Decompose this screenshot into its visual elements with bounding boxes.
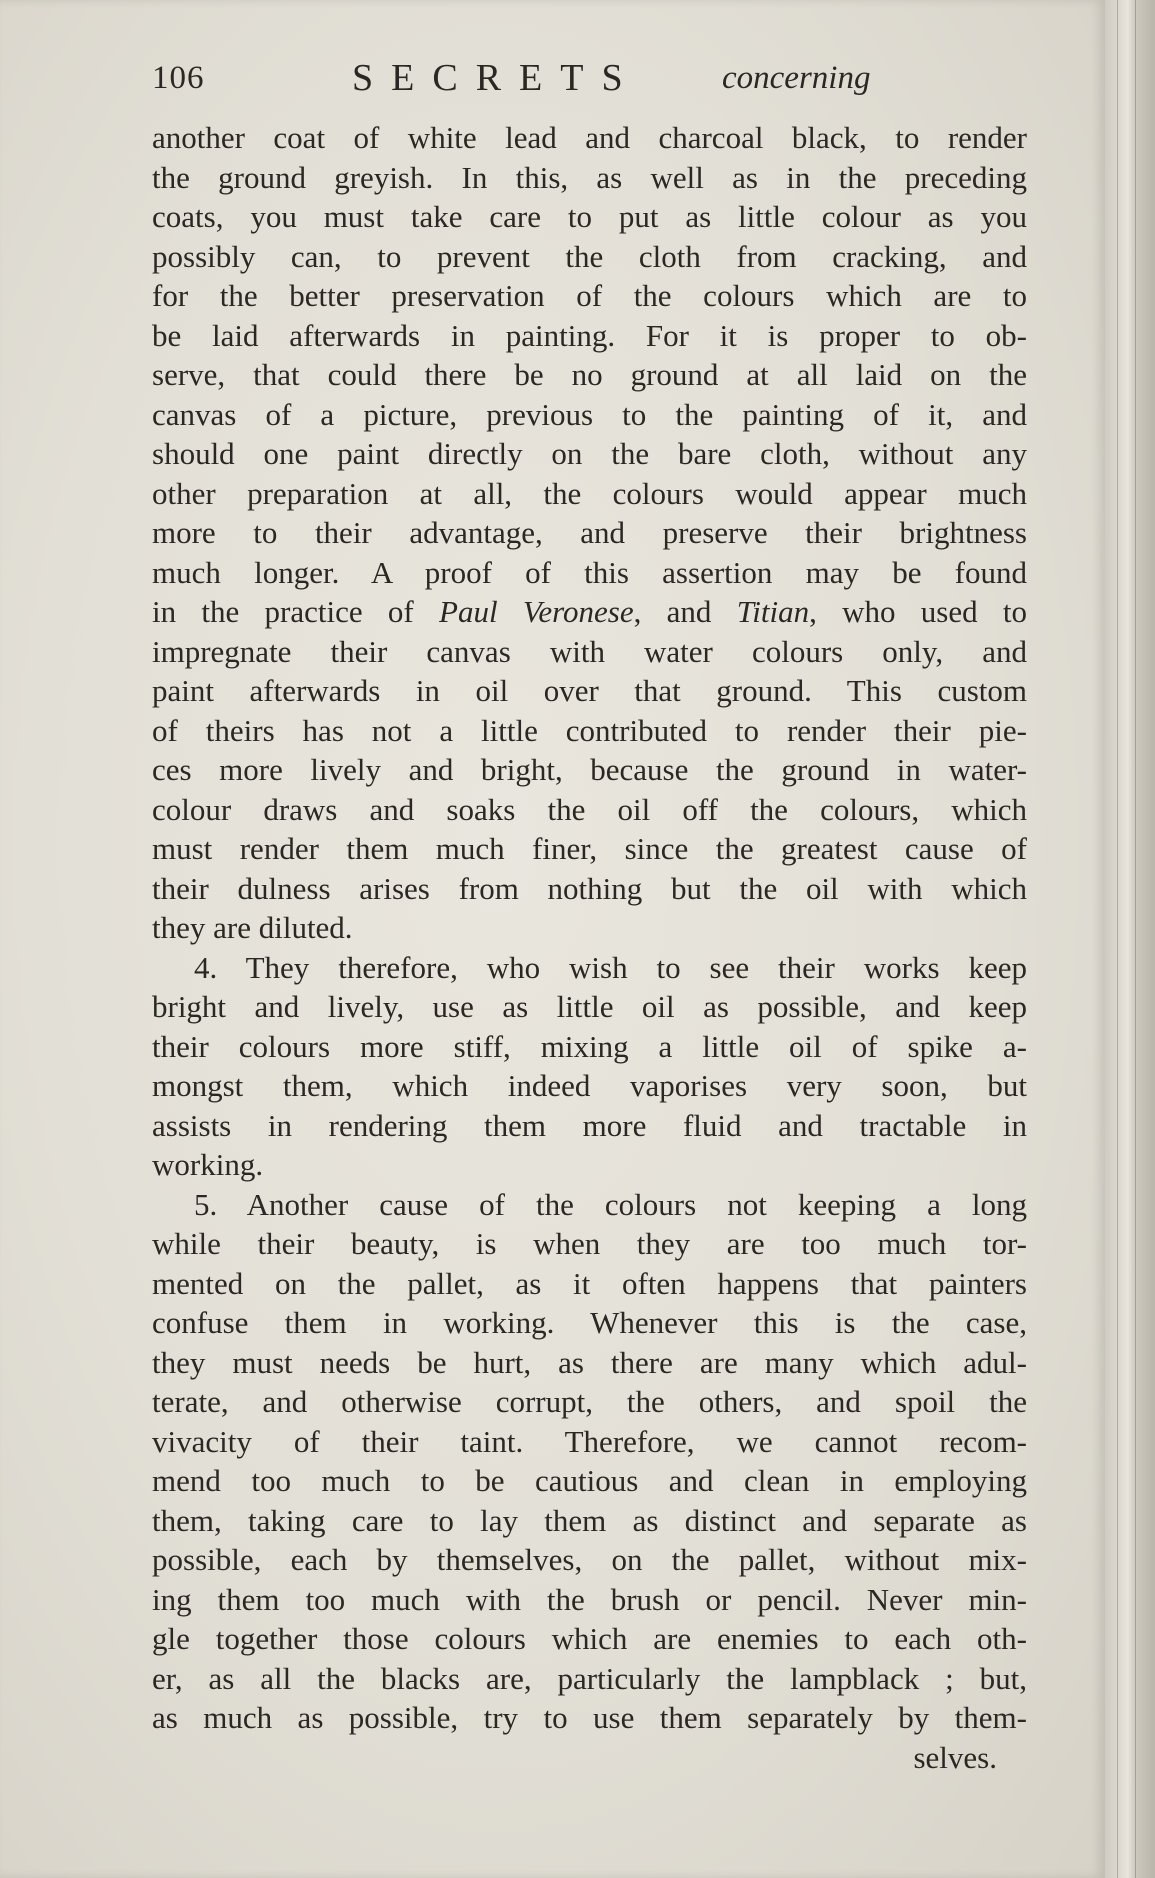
text-line: other preparation at all, the colours would appear much xyxy=(152,475,1027,511)
text-line: they are diluted. xyxy=(152,910,353,945)
text-line: serve, that could there be no ground at all laid on the xyxy=(152,357,1027,392)
text-line: mented on the pallet, as it often happens that painters xyxy=(152,1265,1027,1301)
text-line: terate, and otherwise corrupt, the others, and spoil the xyxy=(152,1384,1027,1419)
body-text xyxy=(152,118,1027,1738)
text-line: they must needs be hurt, as there are many which adul- xyxy=(152,1344,1027,1380)
text-line: must render them much finer, since the greatest cause of xyxy=(152,831,1027,866)
italic-name: Paul Veronese xyxy=(439,594,634,629)
text-line: another coat of white lead and charcoal black, to render xyxy=(152,120,1027,155)
text-fragment: , who used to xyxy=(809,594,1027,629)
text-line: ing them too much with the brush or pencil. Never min- xyxy=(152,1581,1027,1617)
text-fragment: in the practice of xyxy=(152,594,440,629)
page-edge-line xyxy=(1135,0,1136,1878)
page-gutter xyxy=(1105,0,1155,1878)
text-line: should one paint directly on the bare cloth, without any xyxy=(152,436,1027,471)
running-subtitle: concerning xyxy=(722,60,871,96)
text-line: while their beauty, is when they are too much tor- xyxy=(152,1226,1027,1261)
text-line xyxy=(152,592,1027,632)
text-line: working. xyxy=(152,1147,264,1182)
text-line: as much as possible, try to use them separately by them- xyxy=(152,1700,1027,1735)
text-line: er, as all the blacks are, particularly the lampblack ; but, xyxy=(152,1660,1027,1696)
text-fragment: , and xyxy=(633,594,737,629)
page-number: 106 xyxy=(152,60,205,96)
text-line: possibly can, to prevent the cloth from cracking, and xyxy=(152,238,1027,274)
text-line: bright and lively, use as little oil as possible, and keep xyxy=(152,989,1027,1024)
text-line: them, taking care to lay them as distinct and separate as xyxy=(152,1502,1027,1538)
text-line: their dulness arises from nothing but the oil with which xyxy=(152,870,1027,906)
text-line: ces more lively and bright, because the ground in water- xyxy=(152,752,1027,787)
page-edge-line xyxy=(1117,0,1118,1878)
text-line: their colours more stiff, mixing a little oil of spike a- xyxy=(152,1028,1027,1064)
italic-name: Titian xyxy=(736,594,810,629)
text-line: coats, you must take care to put as little colour as you xyxy=(152,199,1027,234)
running-title: SECRETS xyxy=(352,57,641,99)
text-line: colour draws and soaks the oil off the colours, which xyxy=(152,791,1027,827)
text-line: possible, each by themselves, on the pallet, without mix- xyxy=(152,1542,1027,1577)
catchword: selves. xyxy=(913,1739,997,1775)
text-line: 4. They therefore, who wish to see their works keep xyxy=(194,949,1027,985)
text-line: of theirs has not a little contributed to render their pie- xyxy=(152,712,1027,748)
running-head xyxy=(152,52,1027,106)
text-line: more to their advantage, and preserve their brightness xyxy=(152,515,1027,550)
text-line: impregnate their canvas with water colours only, and xyxy=(152,633,1027,669)
text-line: 5. Another cause of the colours not keeping a long xyxy=(194,1186,1027,1222)
text-line: be laid afterwards in painting. For it is proper to ob- xyxy=(152,317,1027,353)
text-line: much longer. A proof of this assertion may be found xyxy=(152,554,1027,590)
text-line: gle together those colours which are enemies to each oth- xyxy=(152,1621,1027,1656)
text-line: for the better preservation of the colours which are to xyxy=(152,278,1027,313)
text-line: canvas of a picture, previous to the painting of it, and xyxy=(152,396,1027,432)
text-line: vivacity of their taint. Therefore, we cannot recom- xyxy=(152,1423,1027,1459)
text-line: mongst them, which indeed vaporises very soon, but xyxy=(152,1068,1027,1103)
text-line: the ground greyish. In this, as well as in the preceding xyxy=(152,159,1027,195)
text-line: confuse them in working. Whenever this is the case, xyxy=(152,1305,1027,1340)
text-line: mend too much to be cautious and clean in employing xyxy=(152,1463,1027,1498)
text-line: assists in rendering them more fluid and tractable in xyxy=(152,1107,1027,1143)
text-block xyxy=(152,52,1027,1777)
text-line: paint afterwards in oil over that ground. This custom xyxy=(152,673,1027,708)
